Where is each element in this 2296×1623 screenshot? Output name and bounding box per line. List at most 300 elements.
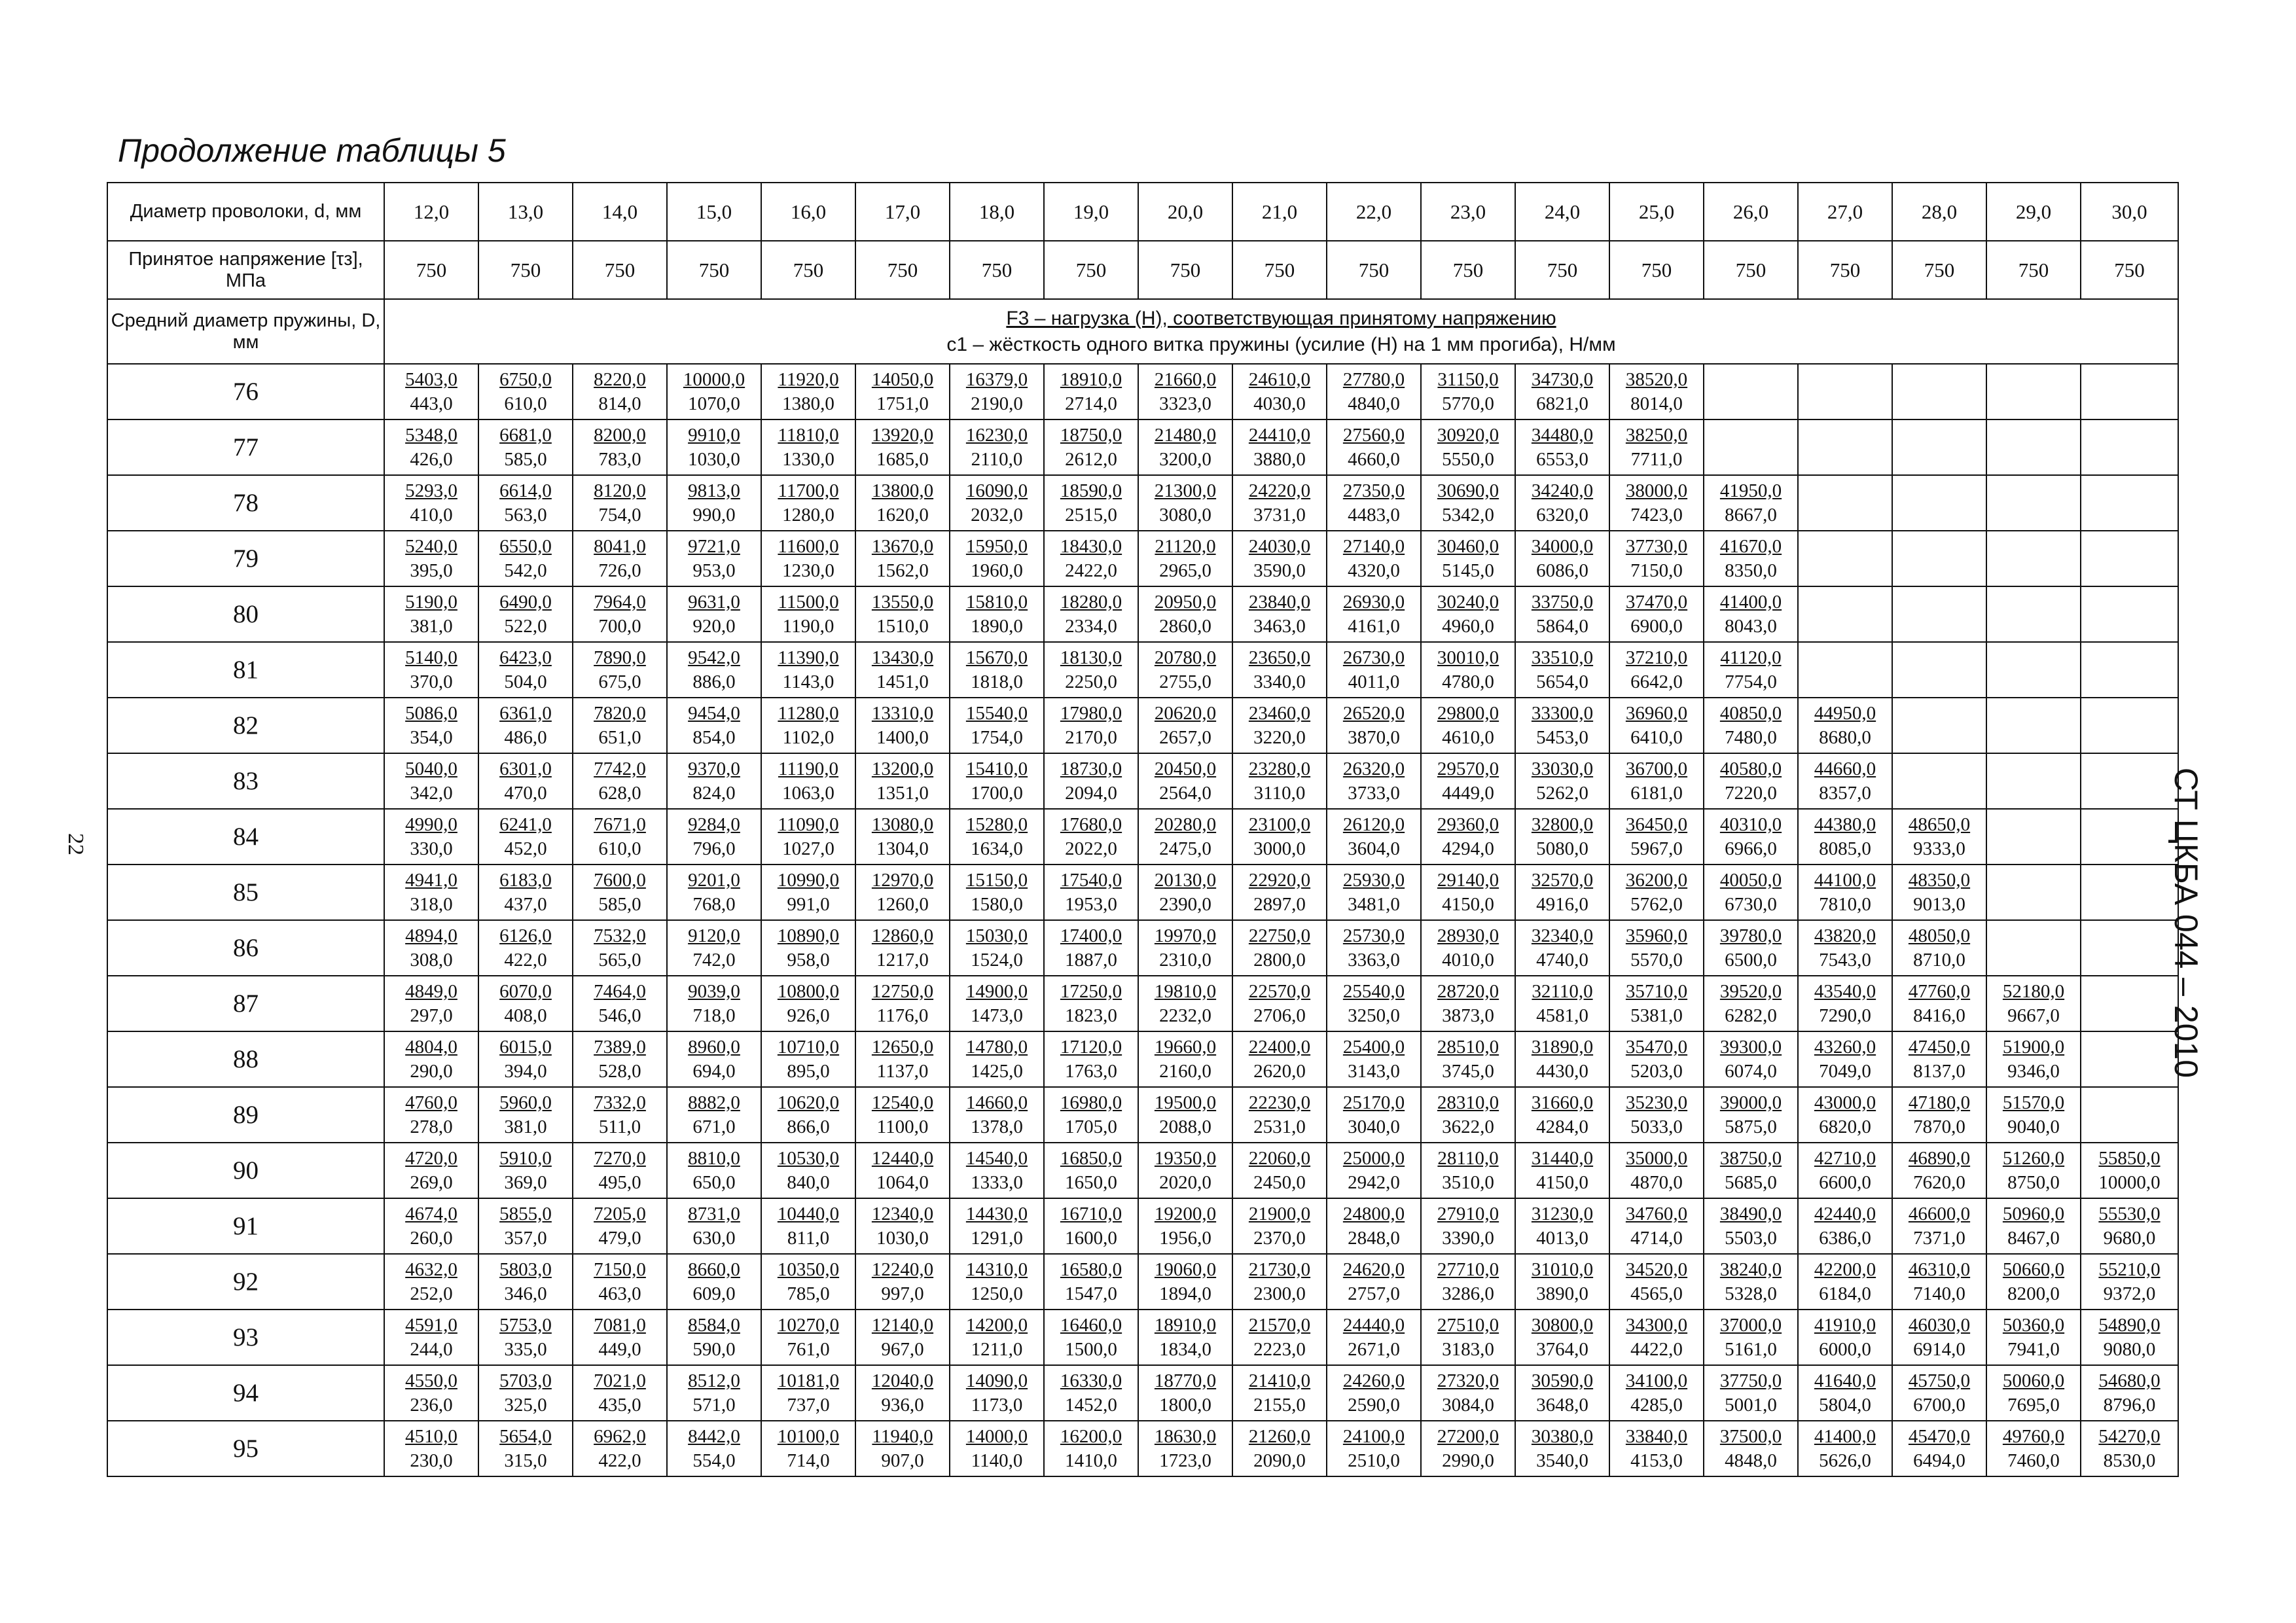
- table-cell: [478, 1254, 573, 1310]
- table-cell: [1798, 809, 1892, 865]
- table-cell: [1515, 865, 1609, 920]
- stiffness-value: 1818,0: [971, 671, 1023, 692]
- stiffness-value: 443,0: [410, 393, 453, 414]
- load-value: 18280,0: [1060, 591, 1122, 613]
- table-cell: [1892, 586, 1986, 642]
- wire-diameter-cell: 13,0: [478, 183, 573, 241]
- table-cell: [1232, 1310, 1327, 1365]
- table-cell: [1421, 364, 1515, 419]
- table-cell: [384, 1198, 478, 1254]
- stiffness-value: 7711,0: [1630, 448, 1683, 470]
- table-cell: [1421, 1031, 1515, 1087]
- stiffness-value: 4422,0: [1630, 1338, 1683, 1360]
- load-value: 33030,0: [1531, 758, 1594, 779]
- table-cell: [667, 753, 761, 809]
- table-cell: [1515, 419, 1609, 475]
- load-value: 14540,0: [965, 1147, 1028, 1169]
- table-body: [107, 183, 2178, 1476]
- legend-cell: [384, 299, 2178, 364]
- table-cell: [1232, 1421, 1327, 1476]
- table-cell: [1044, 753, 1138, 809]
- load-value: 44380,0: [1814, 813, 1876, 835]
- table-cell: [1421, 753, 1515, 809]
- stiffness-value: 486,0: [504, 726, 547, 748]
- table-cell: [1327, 1421, 1421, 1476]
- stiffness-value: 953,0: [692, 560, 736, 581]
- load-value: 46600,0: [1908, 1203, 1971, 1224]
- stiffness-value: 1378,0: [971, 1116, 1023, 1137]
- stiffness-value: 1400,0: [876, 726, 929, 748]
- table-cell: [1421, 475, 1515, 531]
- load-value: 24220,0: [1248, 480, 1311, 501]
- stiffness-value: 2620,0: [1253, 1060, 1306, 1082]
- table-cell: [573, 865, 667, 920]
- wire-diameter-cell: 28,0: [1892, 183, 1986, 241]
- stiffness-value: 3323,0: [1159, 393, 1211, 414]
- load-value: 39520,0: [1719, 980, 1782, 1002]
- stiffness-value: 1451,0: [876, 671, 929, 692]
- load-value: 42200,0: [1814, 1258, 1876, 1280]
- load-value: 40310,0: [1719, 813, 1782, 835]
- stiffness-value: 3363,0: [1348, 949, 1400, 971]
- table-cell: [1892, 419, 1986, 475]
- table-cell: [1704, 475, 1798, 531]
- stiffness-value: 2310,0: [1159, 949, 1211, 971]
- table-cell: [1515, 1198, 1609, 1254]
- stress-cell: 750: [855, 241, 950, 299]
- load-value: 5703,0: [499, 1370, 552, 1391]
- table-cell: [573, 531, 667, 586]
- table-cell: [1986, 1254, 2081, 1310]
- table-cell: [1232, 1087, 1327, 1143]
- load-value: 47760,0: [1908, 980, 1971, 1002]
- stiffness-value: 814,0: [598, 393, 641, 414]
- load-value: 14310,0: [965, 1258, 1028, 1280]
- stiffness-value: 7620,0: [1913, 1171, 1965, 1193]
- stiffness-value: 2714,0: [1065, 393, 1117, 414]
- load-value: 10100,0: [777, 1425, 840, 1447]
- table-row: [107, 1031, 2178, 1087]
- stiffness-value: 7371,0: [1913, 1227, 1965, 1249]
- table-cell: [1232, 753, 1327, 809]
- table-cell: [2081, 531, 2178, 586]
- load-value: 46030,0: [1908, 1314, 1971, 1336]
- table-cell: [1138, 809, 1232, 865]
- load-value: 32570,0: [1531, 869, 1594, 891]
- load-value: 55850,0: [2098, 1147, 2161, 1169]
- stiffness-value: 3745,0: [1442, 1060, 1494, 1082]
- stiffness-value: 2032,0: [971, 504, 1023, 526]
- load-value: 31230,0: [1531, 1203, 1594, 1224]
- stiffness-value: 1473,0: [971, 1005, 1023, 1026]
- stiffness-value: 2515,0: [1065, 504, 1117, 526]
- load-value: 38490,0: [1719, 1203, 1782, 1224]
- table-cell: [478, 698, 573, 753]
- table-cell: [1892, 1254, 1986, 1310]
- table-cell: [1609, 1031, 1704, 1087]
- stiffness-value: 3870,0: [1348, 726, 1400, 748]
- table-cell: [1704, 642, 1798, 698]
- table-cell: [1986, 1198, 2081, 1254]
- load-value: 4550,0: [405, 1370, 457, 1391]
- load-value: 30380,0: [1531, 1425, 1594, 1447]
- stiffness-value: 1280,0: [782, 504, 834, 526]
- table-row: [107, 1143, 2178, 1198]
- table-cell: [855, 1087, 950, 1143]
- stiffness-value: 1217,0: [876, 949, 929, 971]
- table-cell: [1609, 753, 1704, 809]
- stiffness-value: 4714,0: [1630, 1227, 1683, 1249]
- table-cell: [478, 1365, 573, 1421]
- wire-diameter-cell: 26,0: [1704, 183, 1798, 241]
- table-cell: [1892, 865, 1986, 920]
- load-value: 34300,0: [1625, 1314, 1688, 1336]
- stiffness-value: 610,0: [598, 838, 641, 859]
- table-cell: [1421, 920, 1515, 976]
- table-cell: [1798, 586, 1892, 642]
- table-cell: [1892, 753, 1986, 809]
- table-cell: [1798, 976, 1892, 1031]
- table-cell: [855, 1198, 950, 1254]
- mean-diameter-cell: 81: [107, 642, 384, 698]
- load-value: 34760,0: [1625, 1203, 1688, 1224]
- table-cell: [1138, 1365, 1232, 1421]
- load-value: 10990,0: [777, 869, 840, 891]
- table-cell: [1232, 698, 1327, 753]
- load-value: 16090,0: [965, 480, 1028, 501]
- table-cell: [950, 1198, 1044, 1254]
- table-cell: [1421, 1087, 1515, 1143]
- stiffness-value: 542,0: [504, 560, 547, 581]
- load-value: 18430,0: [1060, 535, 1122, 557]
- table-cell: [1609, 642, 1704, 698]
- load-value: 7600,0: [594, 869, 646, 891]
- table-cell: [950, 1087, 1044, 1143]
- stiffness-value: 2612,0: [1065, 448, 1117, 470]
- load-value: 40850,0: [1719, 702, 1782, 724]
- load-value: 10530,0: [777, 1147, 840, 1169]
- stiffness-value: 1500,0: [1065, 1338, 1117, 1360]
- stiffness-value: 9013,0: [1913, 893, 1965, 915]
- stiffness-value: 2671,0: [1348, 1338, 1400, 1360]
- mean-diameter-cell: 82: [107, 698, 384, 753]
- table-cell: [1798, 865, 1892, 920]
- table-cell: [667, 1198, 761, 1254]
- table-cell: [1515, 698, 1609, 753]
- stiffness-value: 4153,0: [1630, 1450, 1683, 1471]
- load-value: 27510,0: [1437, 1314, 1499, 1336]
- stiffness-value: 9680,0: [2103, 1227, 2156, 1249]
- stiffness-value: 6730,0: [1725, 893, 1777, 915]
- table-cell: [1892, 698, 1986, 753]
- wire-diameter-cell: 16,0: [761, 183, 855, 241]
- table-cell: [1798, 1143, 1892, 1198]
- load-value: 9721,0: [688, 535, 740, 557]
- table-cell: [761, 1421, 855, 1476]
- table-cell: [573, 753, 667, 809]
- stiffness-value: 1580,0: [971, 893, 1023, 915]
- stiffness-value: 926,0: [787, 1005, 830, 1026]
- load-value: 37470,0: [1625, 591, 1688, 613]
- table-cell: [573, 1310, 667, 1365]
- table-cell: [1892, 642, 1986, 698]
- stiffness-value: 5033,0: [1630, 1116, 1683, 1137]
- stiffness-value: 3143,0: [1348, 1060, 1400, 1082]
- stiffness-value: 1562,0: [876, 560, 929, 581]
- stiffness-value: 3873,0: [1442, 1005, 1494, 1026]
- stress-cell: 750: [478, 241, 573, 299]
- mean-diameter-cell: 77: [107, 419, 384, 475]
- load-value: 22230,0: [1248, 1092, 1311, 1113]
- table-cell: [1515, 1031, 1609, 1087]
- load-value: 9120,0: [688, 925, 740, 946]
- load-value: 10181,0: [777, 1370, 840, 1391]
- table-cell: [950, 1031, 1044, 1087]
- table-cell: [384, 1365, 478, 1421]
- load-value: 13430,0: [871, 647, 934, 668]
- stiffness-value: 1754,0: [971, 726, 1023, 748]
- load-value: 39780,0: [1719, 925, 1782, 946]
- table-cell: [1232, 419, 1327, 475]
- wire-diameter-cell: 22,0: [1327, 183, 1421, 241]
- load-value: 5654,0: [499, 1425, 552, 1447]
- stiffness-value: 426,0: [410, 448, 453, 470]
- table-cell: [1044, 1087, 1138, 1143]
- stiffness-value: 7049,0: [1819, 1060, 1871, 1082]
- stiffness-value: 675,0: [598, 671, 641, 692]
- wire-diameter-cell: 27,0: [1798, 183, 1892, 241]
- table-cell: [1609, 364, 1704, 419]
- stiffness-value: 840,0: [787, 1171, 830, 1193]
- load-value: 28510,0: [1437, 1036, 1499, 1058]
- load-value: 35000,0: [1625, 1147, 1688, 1169]
- stiffness-value: 2390,0: [1159, 893, 1211, 915]
- table-cell: [761, 1031, 855, 1087]
- stiffness-value: 5654,0: [1536, 671, 1588, 692]
- load-value: 31890,0: [1531, 1036, 1594, 1058]
- table-cell: [950, 976, 1044, 1031]
- table-cell: [1138, 698, 1232, 753]
- table-cell: [1138, 364, 1232, 419]
- stiffness-value: 785,0: [787, 1283, 830, 1304]
- table-cell: [1892, 1143, 1986, 1198]
- stiffness-value: 2155,0: [1253, 1394, 1306, 1416]
- stiffness-value: 354,0: [410, 726, 453, 748]
- stiffness-value: 3648,0: [1536, 1394, 1588, 1416]
- table-cell: [667, 1143, 761, 1198]
- load-value: 11280,0: [778, 702, 839, 724]
- stiffness-value: 1894,0: [1159, 1283, 1211, 1304]
- load-value: 7081,0: [594, 1314, 646, 1336]
- wire-diameter-cell: 20,0: [1138, 183, 1232, 241]
- load-value: 30920,0: [1437, 424, 1499, 446]
- table-cell: [855, 364, 950, 419]
- load-value: 50360,0: [2002, 1314, 2065, 1336]
- load-value: 12440,0: [871, 1147, 934, 1169]
- load-value: 18590,0: [1060, 480, 1122, 501]
- mean-diameter-cell: 95: [107, 1421, 384, 1476]
- stiffness-value: 522,0: [504, 615, 547, 637]
- load-value: 8200,0: [594, 424, 646, 446]
- load-value: 19970,0: [1154, 925, 1217, 946]
- load-value: 22750,0: [1248, 925, 1311, 946]
- load-value: 8041,0: [594, 535, 646, 557]
- stiffness-value: 8200,0: [2007, 1283, 2060, 1304]
- stiffness-value: 4660,0: [1348, 448, 1400, 470]
- stiffness-value: 8085,0: [1819, 838, 1871, 859]
- load-value: 24030,0: [1248, 535, 1311, 557]
- table-cell: [1421, 586, 1515, 642]
- table-cell: [2081, 642, 2178, 698]
- load-value: 9284,0: [688, 813, 740, 835]
- load-value: 41120,0: [1720, 647, 1782, 668]
- load-value: 15280,0: [965, 813, 1028, 835]
- stiffness-value: 330,0: [410, 838, 453, 859]
- stiffness-value: 768,0: [692, 893, 736, 915]
- table-cell: [1327, 364, 1421, 419]
- table-cell: [573, 976, 667, 1031]
- stiffness-value: 8796,0: [2103, 1394, 2156, 1416]
- stiffness-value: 2657,0: [1159, 726, 1211, 748]
- load-value: 20950,0: [1154, 591, 1217, 613]
- stiffness-value: 4916,0: [1536, 893, 1588, 915]
- load-value: 22060,0: [1248, 1147, 1311, 1169]
- table-cell: [667, 586, 761, 642]
- stiffness-value: 2450,0: [1253, 1171, 1306, 1193]
- load-value: 4591,0: [405, 1314, 457, 1336]
- stiffness-value: 967,0: [881, 1338, 924, 1360]
- load-value: 33510,0: [1531, 647, 1594, 668]
- table-row: [107, 364, 2178, 419]
- load-value: 24800,0: [1342, 1203, 1405, 1224]
- load-value: 7205,0: [594, 1203, 646, 1224]
- stiffness-value: 422,0: [504, 949, 547, 971]
- legend-stiffness: c1 – жёсткость одного витка пружины (усилие (Н) на 1 мм прогиба), Н/мм: [946, 333, 1616, 355]
- load-value: 19060,0: [1154, 1258, 1217, 1280]
- table-cell: [1044, 475, 1138, 531]
- table-cell: [1704, 1365, 1798, 1421]
- load-value: 24620,0: [1342, 1258, 1405, 1280]
- table-cell: [1421, 1254, 1515, 1310]
- table-cell: [1892, 1421, 1986, 1476]
- load-value: 15030,0: [965, 925, 1028, 946]
- load-value: 15410,0: [965, 758, 1028, 779]
- load-value: 35470,0: [1625, 1036, 1688, 1058]
- load-value: 39000,0: [1719, 1092, 1782, 1113]
- stiffness-value: 479,0: [598, 1227, 641, 1249]
- stiffness-value: 4011,0: [1348, 671, 1400, 692]
- mean-diameter-cell: 85: [107, 865, 384, 920]
- stiffness-value: 8416,0: [1913, 1005, 1965, 1026]
- load-value: 16850,0: [1060, 1147, 1122, 1169]
- stress-cell: 750: [1892, 241, 1986, 299]
- load-value: 48350,0: [1908, 869, 1971, 891]
- stiffness-value: 3000,0: [1253, 838, 1306, 859]
- stiffness-value: 1547,0: [1065, 1283, 1117, 1304]
- stiffness-value: 2965,0: [1159, 560, 1211, 581]
- table-cell: [1986, 753, 2081, 809]
- page-number: 22: [63, 833, 88, 855]
- table-cell: [761, 586, 855, 642]
- stress-cell: 750: [1138, 241, 1232, 299]
- stiffness-value: 2250,0: [1065, 671, 1117, 692]
- table-cell: [478, 865, 573, 920]
- load-value: 49760,0: [2002, 1425, 2065, 1447]
- stiffness-value: 2706,0: [1253, 1005, 1306, 1026]
- load-value: 47450,0: [1908, 1036, 1971, 1058]
- load-value: 54270,0: [2098, 1425, 2161, 1447]
- stiffness-value: 8467,0: [2007, 1227, 2060, 1249]
- table-cell: [1798, 698, 1892, 753]
- load-value: 7671,0: [594, 813, 646, 835]
- table-cell: [855, 475, 950, 531]
- table-cell: [1609, 419, 1704, 475]
- table-cell: [1609, 1087, 1704, 1143]
- load-value: 18730,0: [1060, 758, 1122, 779]
- wire-diameter-label: Диаметр проволоки, d, мм: [107, 183, 384, 241]
- load-value: 16379,0: [965, 368, 1028, 390]
- stiffness-value: 991,0: [787, 893, 830, 915]
- wire-diameter-cell: 23,0: [1421, 183, 1515, 241]
- table-cell: [1609, 809, 1704, 865]
- wire-diameter-row: [107, 183, 2178, 241]
- stiffness-value: 3040,0: [1348, 1116, 1400, 1137]
- table-cell: [1798, 920, 1892, 976]
- load-value: 15540,0: [965, 702, 1028, 724]
- table-cell: [1892, 920, 1986, 976]
- table-cell: [950, 1365, 1044, 1421]
- stiffness-value: 463,0: [598, 1283, 641, 1304]
- stiffness-value: 958,0: [787, 949, 830, 971]
- table-cell: [1327, 1143, 1421, 1198]
- stiffness-value: 269,0: [410, 1171, 453, 1193]
- table-cell: [1327, 698, 1421, 753]
- stiffness-value: 422,0: [598, 1450, 641, 1471]
- table-cell: [1232, 1365, 1327, 1421]
- stiffness-value: 437,0: [504, 893, 547, 915]
- table-cell: [667, 1310, 761, 1365]
- table-cell: [478, 531, 573, 586]
- stiffness-value: 8667,0: [1725, 504, 1777, 526]
- load-value: 5855,0: [499, 1203, 552, 1224]
- load-value: 10440,0: [777, 1203, 840, 1224]
- table-cell: [1892, 364, 1986, 419]
- wire-diameter-cell: 21,0: [1232, 183, 1327, 241]
- table-cell: [761, 1143, 855, 1198]
- load-value: 11940,0: [872, 1425, 933, 1447]
- stiffness-value: 6410,0: [1630, 726, 1683, 748]
- load-value: 6126,0: [499, 925, 552, 946]
- stiffness-value: 2190,0: [971, 393, 1023, 414]
- table-cell: [384, 753, 478, 809]
- stiffness-value: 5864,0: [1536, 615, 1588, 637]
- stiffness-value: 2990,0: [1442, 1450, 1494, 1471]
- stiffness-value: 2942,0: [1348, 1171, 1400, 1193]
- stiffness-value: 1524,0: [971, 949, 1023, 971]
- load-value: 9370,0: [688, 758, 740, 779]
- table-cell: [2081, 920, 2178, 976]
- load-value: 18770,0: [1154, 1370, 1217, 1391]
- table-cell: [1515, 531, 1609, 586]
- stiffness-value: 997,0: [881, 1283, 924, 1304]
- stiffness-value: 308,0: [410, 949, 453, 971]
- table-cell: [384, 920, 478, 976]
- stiffness-value: 260,0: [410, 1227, 453, 1249]
- table-cell: [1044, 364, 1138, 419]
- stiffness-value: 796,0: [692, 838, 736, 859]
- load-value: 55530,0: [2098, 1203, 2161, 1224]
- load-value: 55210,0: [2098, 1258, 2161, 1280]
